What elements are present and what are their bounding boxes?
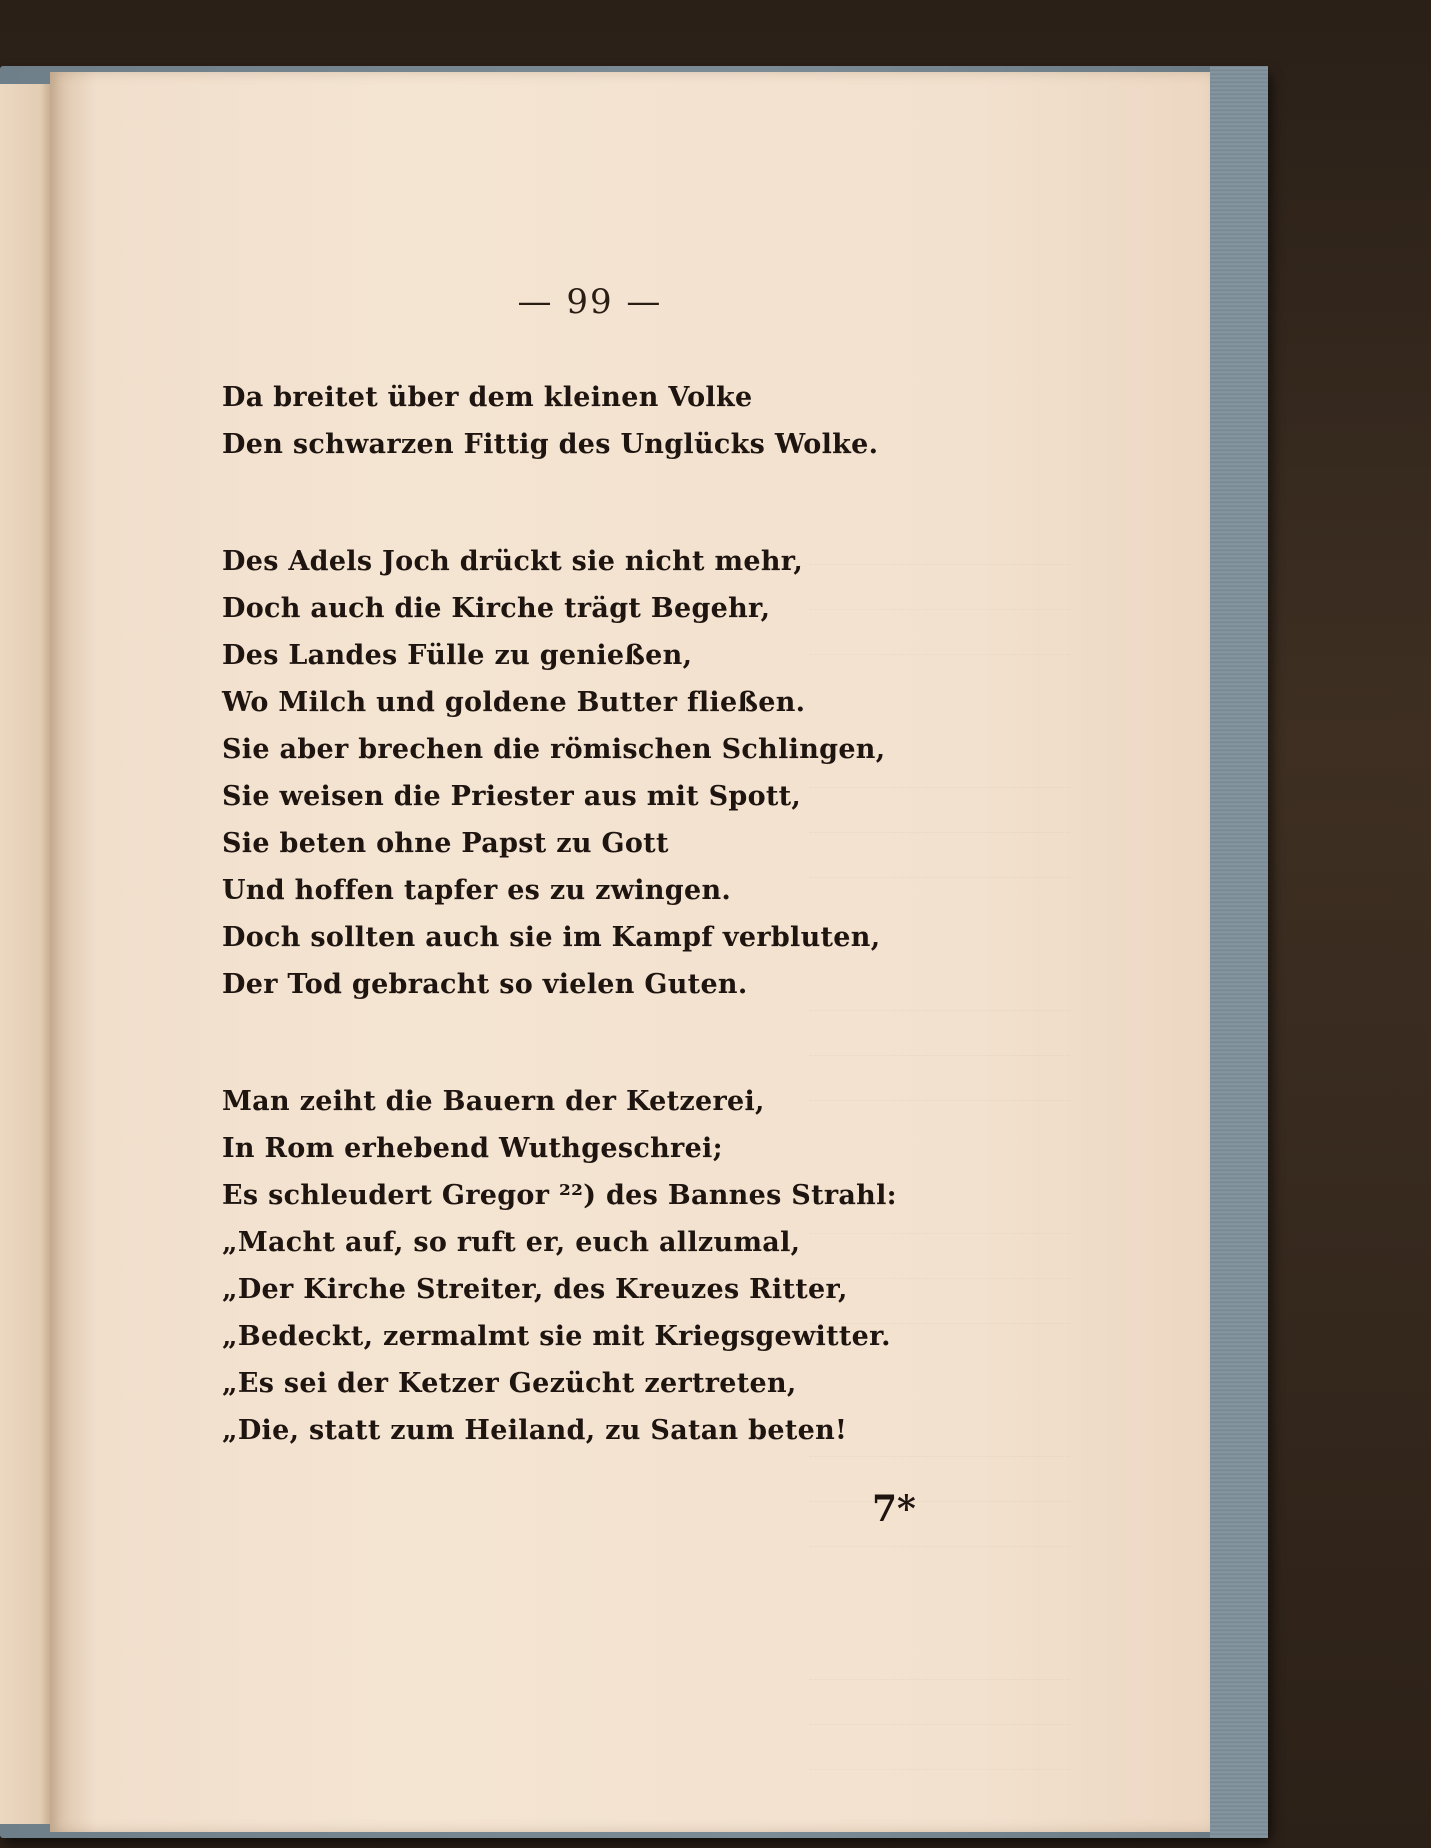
poem-line: Doch sollten auch sie im Kampf verbluten,	[222, 922, 881, 953]
cover-edge	[1210, 66, 1268, 1838]
poem-line: Sie weisen die Priester aus mit Spott,	[222, 781, 802, 812]
poem-line: Und hoffen tapfer es zu zwingen.	[222, 875, 732, 906]
stanza-2	[222, 538, 942, 1008]
poem-line: „Bedeckt, zermalmt sie mit Kriegsgewitter.	[222, 1321, 891, 1352]
facing-page-edge	[0, 84, 51, 1824]
poem-line: Des Landes Fülle zu genießen,	[222, 640, 693, 671]
stanza-3	[222, 1078, 942, 1454]
poem-line: Es schleudert Gregor ²²) des Bannes Strahl:	[222, 1180, 897, 1211]
poem-line: Den schwarzen Fittig des Unglücks Wolke.	[222, 429, 879, 460]
poem-line: Des Adels Joch drückt sie nicht mehr,	[222, 546, 804, 577]
poem-line: Sie aber brechen die römischen Schlingen,	[222, 734, 886, 765]
poem-line: „Die, statt zum Heiland, zu Satan beten!	[222, 1415, 848, 1446]
poem-line: Man zeiht die Bauern der Ketzerei,	[222, 1086, 765, 1117]
poem-line: Der Tod gebracht so vielen Guten.	[222, 969, 748, 1000]
stanza-1	[222, 374, 942, 468]
poem-line: Doch auch die Kirche trägt Begehr,	[222, 593, 771, 624]
poem-line: „Der Kirche Streiter, des Kreuzes Ritter,	[222, 1274, 848, 1305]
page-number: — 99 —	[517, 282, 663, 322]
signature-mark: 7*	[872, 1488, 916, 1530]
poem-line: „Es sei der Ketzer Gezücht zertreten,	[222, 1368, 797, 1399]
poem-line: „Macht auf, so ruft er, euch allzumal,	[222, 1227, 801, 1258]
poem-line: Wo Milch und goldene Butter fließen.	[222, 687, 806, 718]
poem-line: Sie beten ohne Papst zu Gott	[222, 828, 669, 859]
poem-text	[222, 374, 942, 1454]
poem-line: In Rom erhebend Wuthgeschrei;	[222, 1133, 723, 1164]
poem-line: Da breitet über dem kleinen Volke	[222, 382, 753, 413]
